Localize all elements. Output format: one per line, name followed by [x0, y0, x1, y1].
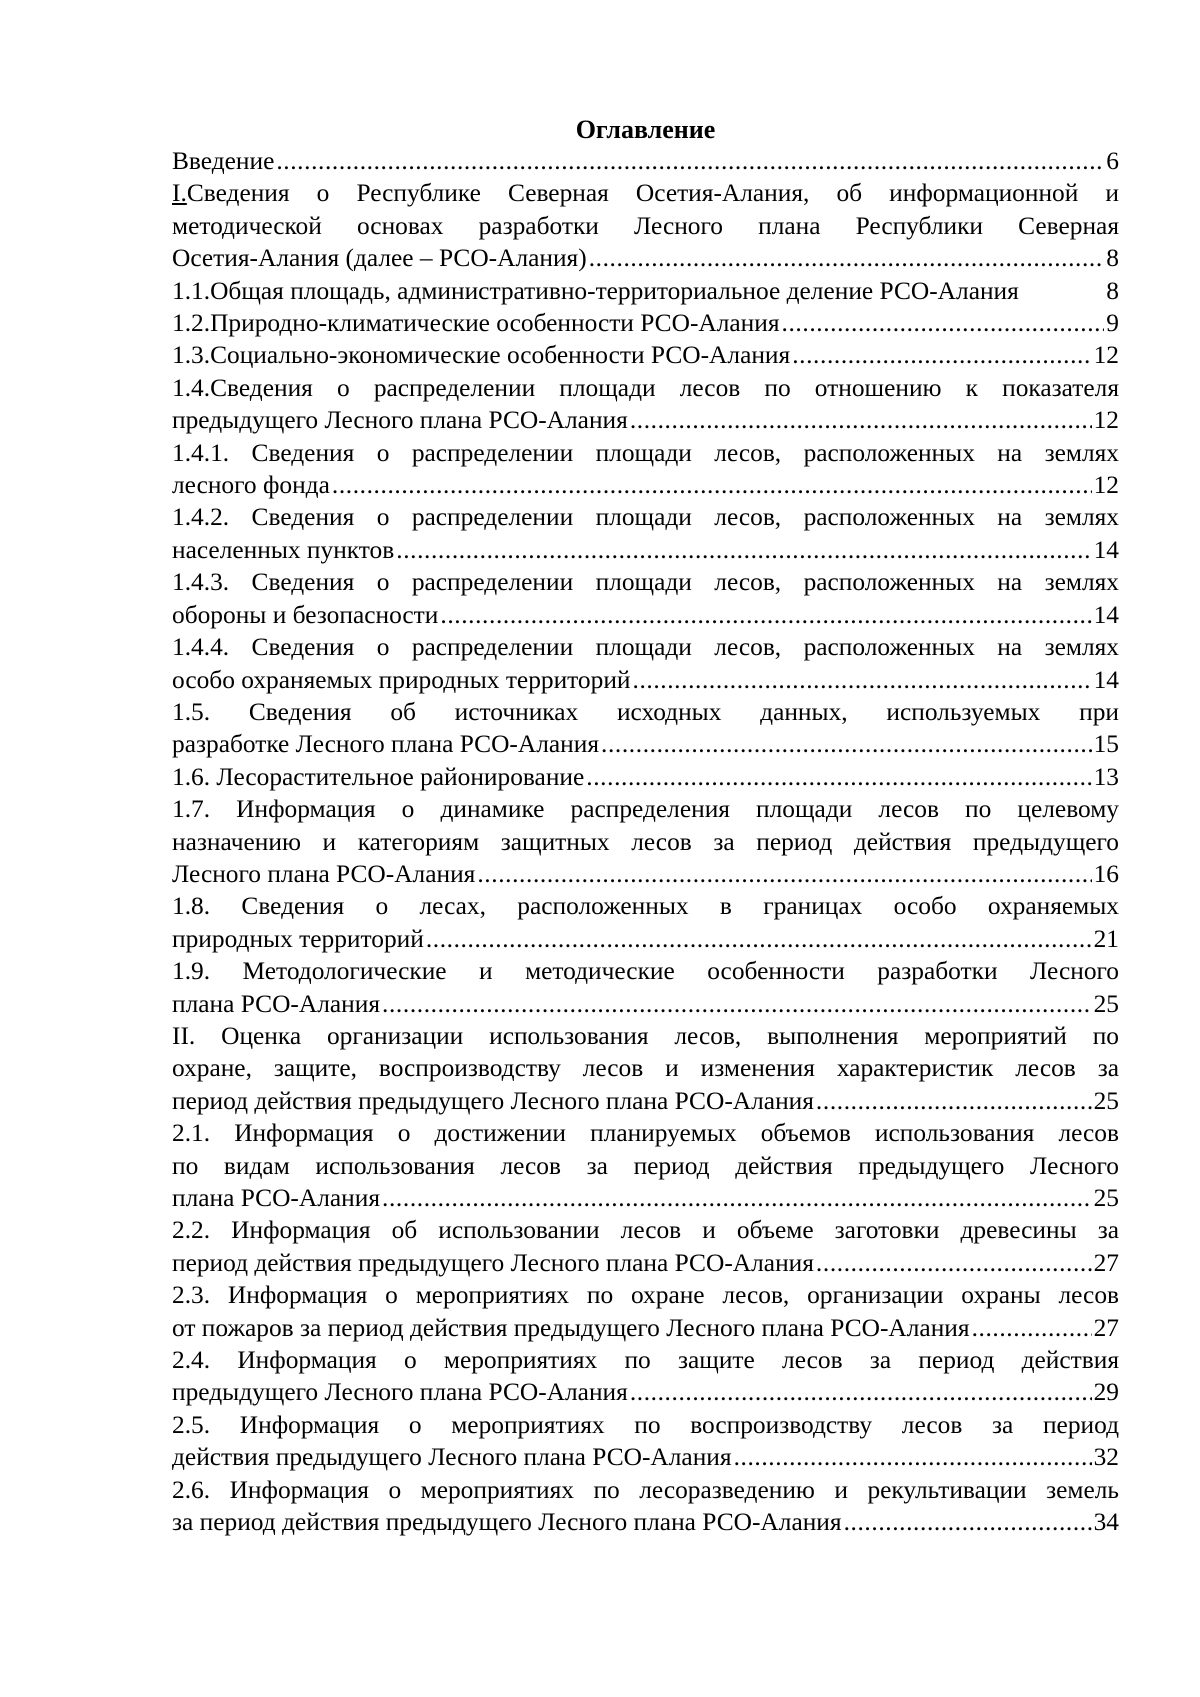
toc-entry[interactable]: [172, 275, 1119, 307]
toc-dot-leader: [276, 145, 1104, 177]
toc-entry-last-line: [172, 242, 1119, 274]
toc-entry-last-line: [172, 404, 1119, 436]
toc-page-number: 14: [1093, 665, 1119, 694]
toc-entry[interactable]: [172, 339, 1119, 371]
toc-dot-leader: [440, 599, 1091, 631]
toc-entry-line: [172, 1409, 1119, 1441]
toc-entry-line: [172, 1279, 1119, 1311]
toc-entry-text: предыдущего Лесного плана РСО-Алания: [172, 406, 628, 435]
toc-entry-text: предыдущего Лесного плана РСО-Алания: [172, 1378, 628, 1407]
toc-entry[interactable]: [172, 1344, 1119, 1409]
table-of-contents: [172, 145, 1119, 1538]
toc-page-number: 14: [1093, 600, 1119, 629]
toc-entry-line: [172, 566, 1119, 598]
toc-page-number: 27: [1093, 1313, 1119, 1342]
toc-entry-text: действия предыдущего Лесного плана РСО-Алания: [172, 1443, 732, 1472]
toc-entry-last-line: [172, 1312, 1119, 1344]
toc-entry-last-line: [172, 599, 1119, 631]
toc-page-number: 9: [1106, 309, 1119, 338]
toc-entry-text: Осетия-Алания (далее – РСО-Алания): [172, 244, 587, 273]
toc-page-number: 13: [1093, 762, 1119, 791]
toc-entry[interactable]: [172, 1214, 1119, 1279]
page-title: Оглавление: [575, 115, 716, 144]
toc-entry-line: [172, 826, 1119, 858]
toc-entry-text: методической основах разработки Лесного плана Республики Северная: [172, 211, 1119, 240]
toc-entry-text: 2.1. Информация о достижении планируемых объемов использования лесов: [172, 1119, 1119, 1148]
toc-entry[interactable]: [172, 1117, 1119, 1214]
toc-page-number: 12: [1093, 406, 1119, 435]
toc-entry-text: 1.4.2. Сведения о распределении площади лесов, расположенных на землях: [172, 503, 1119, 532]
toc-entry[interactable]: [172, 1409, 1119, 1474]
toc-page-number: 25: [1093, 989, 1119, 1018]
toc-page-number: 12: [1093, 341, 1119, 370]
toc-entry-text: охране, защите, воспроизводству лесов и изменения характеристик лесов за: [172, 1054, 1119, 1083]
toc-entry-last-line: [172, 469, 1119, 501]
toc-entry-text: назначению и категориям защитных лесов за период действия предыдущего: [172, 827, 1119, 856]
toc-entry-text: 1.4.Сведения о распределении площади лесов по отношению к показателя: [172, 373, 1119, 402]
toc-entry-line: [172, 1020, 1119, 1052]
toc-entry-text: особо охраняемых природных территорий: [172, 665, 631, 694]
toc-page-number: 8: [1106, 276, 1119, 305]
toc-page-number: 8: [1106, 244, 1119, 273]
toc-entry-line: [172, 890, 1119, 922]
toc-page-number: 6: [1106, 147, 1119, 175]
toc-dot-leader: [589, 242, 1105, 274]
toc-dot-leader: [382, 988, 1092, 1020]
toc-entry-last-line: [172, 923, 1119, 955]
toc-entry-line: [172, 1052, 1119, 1084]
toc-page-number: 16: [1093, 859, 1119, 888]
toc-entry[interactable]: [172, 501, 1119, 566]
toc-entry-text: обороны и безопасности: [172, 600, 439, 629]
toc-page-number: 21: [1093, 924, 1119, 953]
toc-entry-text: 1.6. Лесорастительное районирование: [172, 762, 585, 791]
toc-entry[interactable]: [172, 145, 1119, 177]
toc-entry-line: [172, 1150, 1119, 1182]
toc-entry-line: [172, 955, 1119, 987]
toc-entry-last-line: [172, 1441, 1119, 1473]
document-page: [172, 113, 1119, 1538]
toc-entry[interactable]: [172, 955, 1119, 1020]
toc-entry-text: Лесного плана РСО-Алания: [172, 859, 476, 888]
toc-entry-text: II. Оценка организации использования лесов, выполнения мероприятий по: [172, 1021, 1119, 1050]
toc-entry-last-line: [172, 761, 1119, 793]
toc-entry[interactable]: [172, 307, 1119, 339]
toc-entry-last-line: [172, 275, 1119, 307]
toc-dot-leader: [382, 1182, 1092, 1214]
toc-dot-leader: [816, 1085, 1092, 1117]
toc-dot-leader: [734, 1441, 1092, 1473]
toc-entry-text: разработке Лесного плана РСО-Алания: [172, 730, 600, 759]
toc-entry-text: 1.4.4. Сведения о распределении площади лесов, расположенных на землях: [172, 633, 1119, 662]
toc-entry[interactable]: [172, 1474, 1119, 1539]
toc-entry[interactable]: [172, 1279, 1119, 1344]
toc-entry-text: 1.8. Сведения о лесах, расположенных в границах особо охраняемых: [172, 892, 1119, 921]
toc-section-number: I.: [172, 179, 187, 208]
toc-page-number: 12: [1093, 471, 1119, 500]
toc-entry-text: Сведения о Республике Северная Осетия-Алания, об информационной и: [186, 179, 1119, 208]
toc-entry[interactable]: [172, 793, 1119, 890]
toc-entry-text: за период действия предыдущего Лесного плана РСО-Алания: [172, 1508, 842, 1537]
toc-entry-last-line: [172, 988, 1119, 1020]
toc-entry[interactable]: [172, 761, 1119, 793]
toc-entry-text: природных территорий: [172, 924, 424, 953]
toc-entry-last-line: [172, 858, 1119, 890]
toc-entry-last-line: [172, 1247, 1119, 1279]
toc-entry-text: период действия предыдущего Лесного плана РСО-Алания: [172, 1086, 814, 1115]
toc-entry-text: 1.4.3. Сведения о распределении площади лесов, расположенных на землях: [172, 568, 1119, 597]
toc-entry-text: лесного фонда: [172, 471, 330, 500]
toc-page-number: 14: [1093, 535, 1119, 564]
toc-dot-leader: [633, 664, 1092, 696]
toc-entry-text: населенных пунктов: [172, 535, 395, 564]
toc-entry-line: [172, 177, 1119, 209]
toc-entry-line: [172, 1214, 1119, 1246]
toc-entry-text: плана РСО-Алания: [172, 989, 381, 1018]
toc-dot-leader: [782, 307, 1105, 339]
toc-dot-leader: [396, 534, 1091, 566]
toc-entry-text: период действия предыдущего Лесного плана РСО-Алания: [172, 1248, 814, 1277]
toc-entry-text: 1.2.Природно-климатические особенности РСО-Алания: [172, 309, 780, 338]
toc-entry-last-line: [172, 339, 1119, 371]
toc-entry-line: [172, 501, 1119, 533]
toc-entry[interactable]: [172, 696, 1119, 761]
toc-entry[interactable]: [172, 566, 1119, 631]
toc-entry-text: 1.9. Методологические и методические особенности разработки Лесного: [172, 957, 1119, 986]
toc-entry-line: [172, 1344, 1119, 1376]
toc-entry[interactable]: [172, 890, 1119, 955]
toc-entry[interactable]: [172, 631, 1119, 696]
toc-entry-text: 2.5. Информация о мероприятиях по воспроизводству лесов за период: [172, 1410, 1119, 1439]
toc-entry-line: [172, 696, 1119, 728]
toc-dot-leader: [816, 1247, 1092, 1279]
toc-dot-leader: [630, 1376, 1092, 1408]
toc-entry[interactable]: [172, 372, 1119, 437]
toc-dot-leader: [586, 761, 1091, 793]
toc-page-number: 15: [1093, 730, 1119, 759]
toc-entry-text: по видам использования лесов за период действия предыдущего Лесного: [172, 1151, 1119, 1180]
toc-entry[interactable]: [172, 437, 1119, 502]
toc-entry-text: 1.7. Информация о динамике распределения площади лесов по целевому: [172, 795, 1119, 824]
toc-entry-text: 1.5. Сведения об источниках исходных данных, используемых при: [172, 697, 1119, 726]
toc-dot-leader: [972, 1312, 1092, 1344]
toc-dot-leader: [601, 728, 1092, 760]
toc-page-number: 29: [1093, 1378, 1119, 1407]
toc-entry-last-line: [172, 1376, 1119, 1408]
toc-entry-last-line: [172, 728, 1119, 760]
toc-page-number: 34: [1093, 1508, 1119, 1537]
toc-entry-text: 2.4. Информация о мероприятиях по защите лесов за период действия: [172, 1346, 1119, 1375]
toc-entry-line: [172, 1117, 1119, 1149]
toc-entry-text: Введение: [172, 147, 275, 175]
toc-entry-line: [172, 793, 1119, 825]
toc-entry-text: 2.6. Информация о мероприятиях по лесоразведению и рекультивации земель: [172, 1475, 1119, 1504]
toc-entry-last-line: [172, 534, 1119, 566]
toc-page-number: 25: [1093, 1184, 1119, 1212]
toc-entry-last-line: [172, 664, 1119, 696]
toc-entry-last-line: [172, 307, 1119, 339]
toc-entry-last-line: [172, 1506, 1119, 1538]
toc-entry-last-line: [172, 1085, 1119, 1117]
toc-entry-line: [172, 1474, 1119, 1506]
toc-entry-last-line: [172, 145, 1119, 177]
toc-entry-last-line: [172, 1182, 1119, 1214]
toc-dot-leader: [630, 404, 1092, 436]
toc-dot-leader: [844, 1506, 1092, 1538]
toc-page-number: 25: [1093, 1086, 1119, 1115]
toc-entry-text: от пожаров за период действия предыдущего Лесного плана РСО-Алания: [172, 1313, 970, 1342]
toc-page-number: 32: [1093, 1443, 1119, 1472]
toc-entry-line: [172, 210, 1119, 242]
toc-dot-leader: [477, 858, 1091, 890]
toc-entry-text: 1.1.Общая площадь, административно-территориальное деление РСО-Алания: [172, 276, 1019, 305]
toc-entry-text: 2.2. Информация об использовании лесов и объеме заготовки древесины за: [172, 1216, 1119, 1245]
toc-entry-line: [172, 372, 1119, 404]
toc-entry[interactable]: [172, 1020, 1119, 1117]
toc-entry-text: 1.4.1. Сведения о распределении площади лесов, расположенных на землях: [172, 438, 1119, 467]
toc-dot-leader: [792, 339, 1091, 371]
toc-entry-text: 1.3.Социально-экономические особенности РСО-Алания: [172, 341, 791, 370]
toc-page-number: 27: [1093, 1248, 1119, 1277]
toc-entry-text: 2.3. Информация о мероприятиях по охране лесов, организации охраны лесов: [172, 1281, 1119, 1310]
toc-dot-leader: [426, 923, 1092, 955]
toc-entry-line: [172, 437, 1119, 469]
toc-entry[interactable]: [172, 177, 1119, 274]
toc-entry-text: плана РСО-Алания: [172, 1184, 381, 1212]
toc-dot-leader: [332, 469, 1092, 501]
toc-entry-line: [172, 631, 1119, 663]
